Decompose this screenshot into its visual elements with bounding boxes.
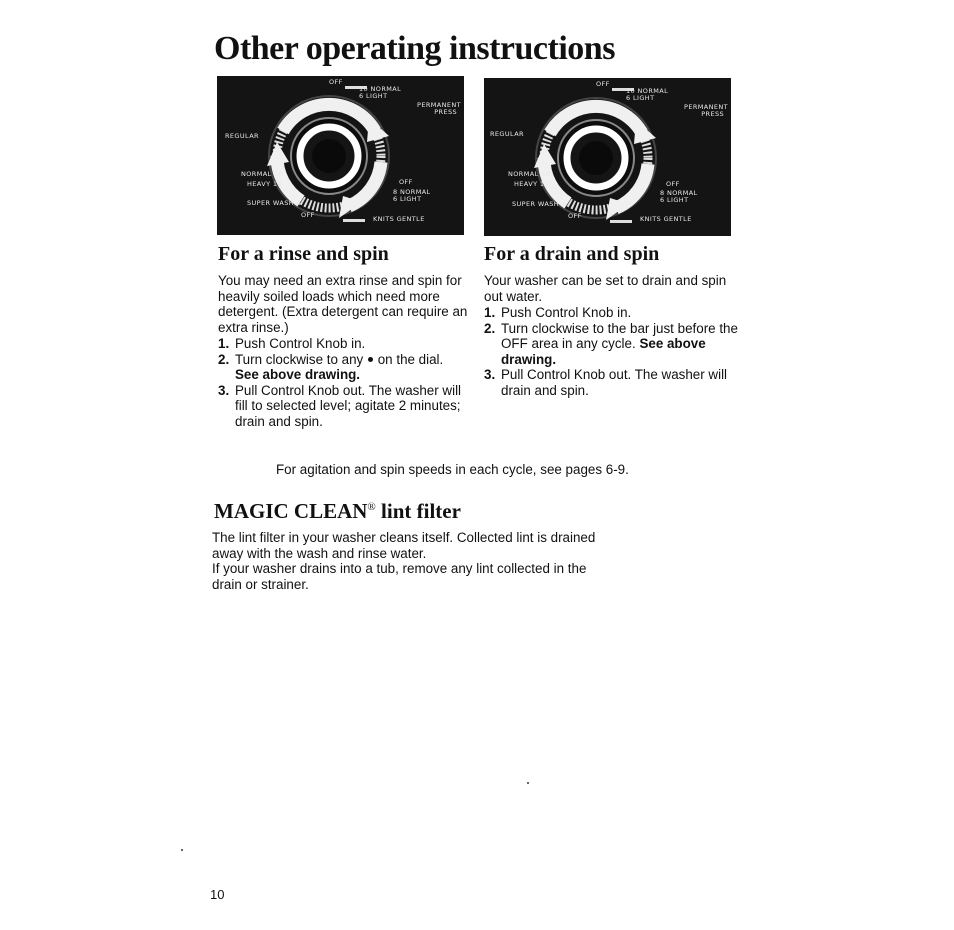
rinse-spin-steps [218,336,463,429]
step-number: 3. [218,382,230,398]
dial-label-heavy-14: HEAVY 14 [514,180,549,188]
list-item [218,336,463,352]
scan-speck [181,849,183,851]
control-dial-graphic [484,78,731,236]
list-item [484,321,739,368]
list-item [484,305,739,321]
dial-label-normal-light-top: 10 NORMAL 6 LIGHT [359,85,402,100]
registered-mark: ® [367,501,376,513]
dial-label-normal-light-bottom: 8 NORMAL 6 LIGHT [660,189,698,204]
dial-label-heavy-14: HEAVY 14 [247,180,282,188]
dial-label-knits-gentle: KNITS GENTLE [640,215,692,223]
see-drawing-note: See above drawing. [235,367,361,382]
dial-label-normal-10: NORMAL 10 [508,170,551,178]
step-number: 3. [484,367,496,382]
step-number: 2. [484,320,496,336]
page-title: Other operating instructions [214,30,615,67]
dial-label-off-bottom: OFF [301,211,315,219]
dial-label-off-right: OFF [399,178,413,186]
dial-label-permanent-press: PERMANENT PRESS [684,103,728,118]
dial-label-off-top: OFF [329,78,343,86]
step-number: 2. [218,351,230,367]
dial-label-knits-gentle: KNITS GENTLE [373,215,425,223]
control-dial-graphic [217,76,464,235]
dial-label-normal-light-top: 10 NORMAL 6 LIGHT [626,87,669,102]
step-text: Turn clockwise to the bar just before the OFF area in any cycle. [501,320,738,351]
dial-label-normal-10: NORMAL 10 [241,170,284,178]
dial-label-regular: REGULAR [225,132,259,140]
see-drawing-note: See above drawing. [501,336,706,367]
dial-label-off-top: OFF [596,80,610,88]
dial-label-off-bottom: OFF [568,212,582,220]
magic-clean-heading [214,499,461,524]
step-number: 1. [484,305,496,320]
step-text: Push Control Knob in. [501,305,632,320]
step-text: Turn clockwise to any [235,351,364,367]
drain-spin-heading: For a drain and spin [484,243,660,265]
dial-label-normal-light-bottom: 8 NORMAL 6 LIGHT [393,188,431,203]
dial-label-super-wash-4: SUPER WASH 4 [512,200,567,208]
scan-speck [527,782,529,784]
step-text: Pull Control Knob out. The washer will fill to selected level; agitate 2 minutes; drain and spin. [235,382,462,429]
dial-label-regular: REGULAR [490,130,524,138]
rinse-spin-heading: For a rinse and spin [218,243,389,265]
list-item [218,352,463,383]
drain-spin-steps [484,305,739,398]
dial-label-permanent-press: PERMANENT PRESS [417,101,461,116]
control-dial-illustration-drain [484,78,731,236]
drain-spin-intro: Your washer can be set to drain and spin out water. [484,273,727,304]
magic-clean-para-2: If your washer drains into a tub, remove any lint collected in the drain or strainer. [212,561,587,592]
rinse-spin-intro: You may need an extra rinse and spin for heavily soiled loads which need more detergent. (Extra detergent can require an extra rinse.) [218,273,468,335]
list-item [218,383,463,430]
dial-label-super-wash-4: SUPER WASH 4 [247,199,302,207]
dial-label-off-right: OFF [666,180,680,188]
control-dial-illustration-rinse [217,76,464,235]
step-text-cont: on the dial. [377,351,444,367]
magic-clean-heading-rest: lint filter [375,499,461,523]
step-text: Push Control Knob in. [235,336,366,351]
list-item [484,367,739,398]
step-number: 1. [218,336,230,351]
magic-clean-para-1: The lint filter in your washer cleans itself. Collected lint is drained away with the wash and rinse water. [212,530,596,561]
dot-symbol-icon [368,357,373,362]
step-text: Pull Control Knob out. The washer will drain and spin. [501,367,728,398]
page-number: 10 [210,887,225,902]
magic-clean-brand: MAGIC CLEAN [214,499,368,523]
speeds-note: For agitation and spin speeds in each cycle, see pages 6-9. [276,462,629,477]
